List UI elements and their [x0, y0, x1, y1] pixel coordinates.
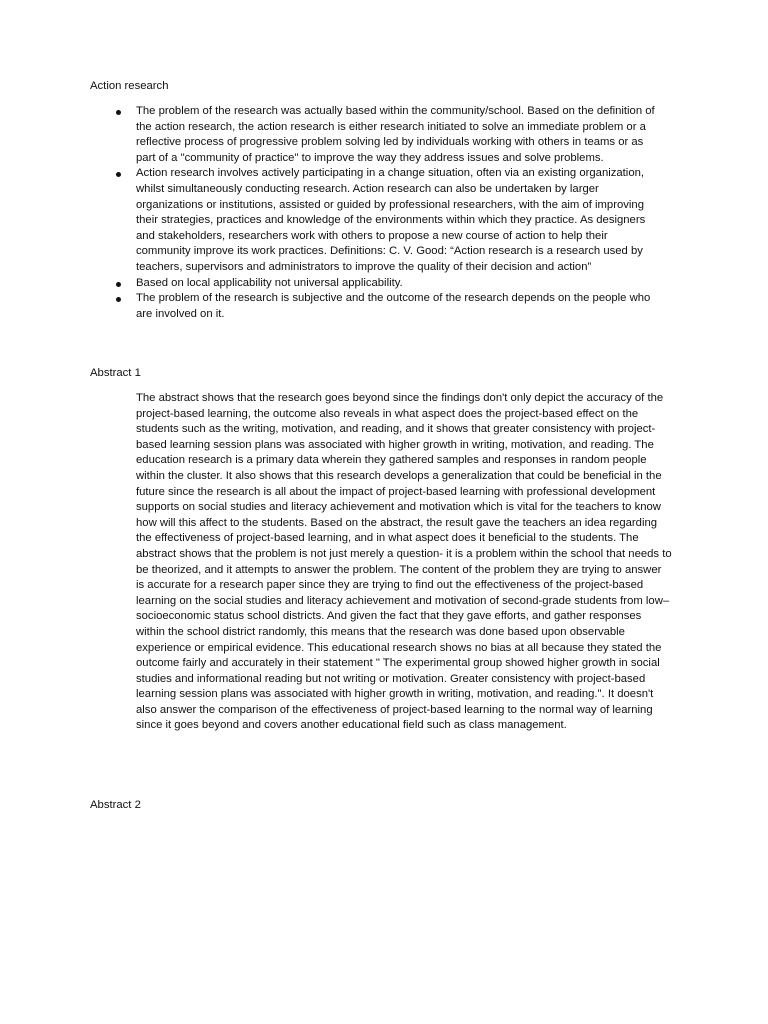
bullet-text: The problem of the research was actually based within the community/school. Based on the definition of the action research, the action research is either research initiated to solve an immediate problem or a reflective process of progressive problem solving led by individuals working with others in teams or as part of a "community of practice" to improve the way they address issues and solve problems. [136, 105, 655, 164]
abstract-1-paragraph: The abstract shows that the research goes beyond since the findings don't only depict the accuracy of the project-based learning, the outcome also reveals in what aspect does the project-based effect on the students such as the writing, motivation, and reading, and it shows that greater consistency with project-based learning session plans was associated with higher growth in writing, motivation, and reading. The education research is a primary data wherein they gathered samples and responses in random people within the cluster. It also shows that this research develops a generalization that could be beneficial in the future since the research is all about the impact of project-based learning with professional development supports on social studies and literacy achievement and motivation which is vital for the teachers to know how will this affect to the students. Based on the abstract, the result gave the teachers an idea regarding the effectiveness of project-based learning, and in what aspect does it beneficial to the students. The abstract shows that the problem is not just merely a question- it is a problem within the school that needs to be theorized, and it attempts to answer the problem. The content of the problem they are trying to answer is accurate for a research paper since they are trying to find out the effectiveness of the project-based learning on the social studies and literacy achievement and motivation of second-grade students from low–socioeconomic status school districts. And given the fact that they gave efforts, and gather responses within the school district randomly, this means that the research was done based upon observable experience or empirical evidence. This educational research shows no bias at all because they stated the outcome fairly and accurately in their statement " The experimental group showed higher growth in social studies and informational reading but not writing or motivation. Greater consistency with project-based learning session plans was associated with higher growth in writing, motivation, and reading.". It doesn't also answer the comparison of the effectiveness of project-based learning to the normal way of learning since it goes beyond and covers another educational field such as class management. [136, 392, 672, 732]
section-heading-action-research: Action research [90, 80, 169, 92]
bullet-text: Based on local applicability not universal applicability. [136, 276, 403, 289]
section-heading-abstract-1: Abstract 1 [90, 367, 141, 379]
bullet-item [136, 166, 656, 275]
bullet-icon [116, 282, 121, 287]
bullet-text: Action research involves actively participating in a change situation, often via an existing organization, whilst simultaneously conducting research. Action research can also be undertaken by larger organizations or institutions, assisted or guided by professional researchers, with the aim of improving their strategies, practices and knowledge of the environments within which they practice. As designers and stakeholders, researchers work with others to propose a new course of action to help their community improve its work practices. Definitions: C. V. Good: “Action research is a research used by teachers, supervisors and administrators to improve the quality of their decision and action” [136, 167, 646, 273]
bullet-item [136, 291, 656, 322]
bullet-icon [116, 110, 121, 115]
section-heading-abstract-2: Abstract 2 [90, 799, 141, 811]
bullet-item [136, 104, 656, 166]
bullet-icon [116, 172, 121, 177]
action-research-bullet-list [136, 104, 656, 322]
bullet-item [136, 276, 656, 292]
bullet-icon [116, 297, 121, 302]
bullet-text: The problem of the research is subjective and the outcome of the research depends on the people who are involved on it. [136, 292, 651, 320]
